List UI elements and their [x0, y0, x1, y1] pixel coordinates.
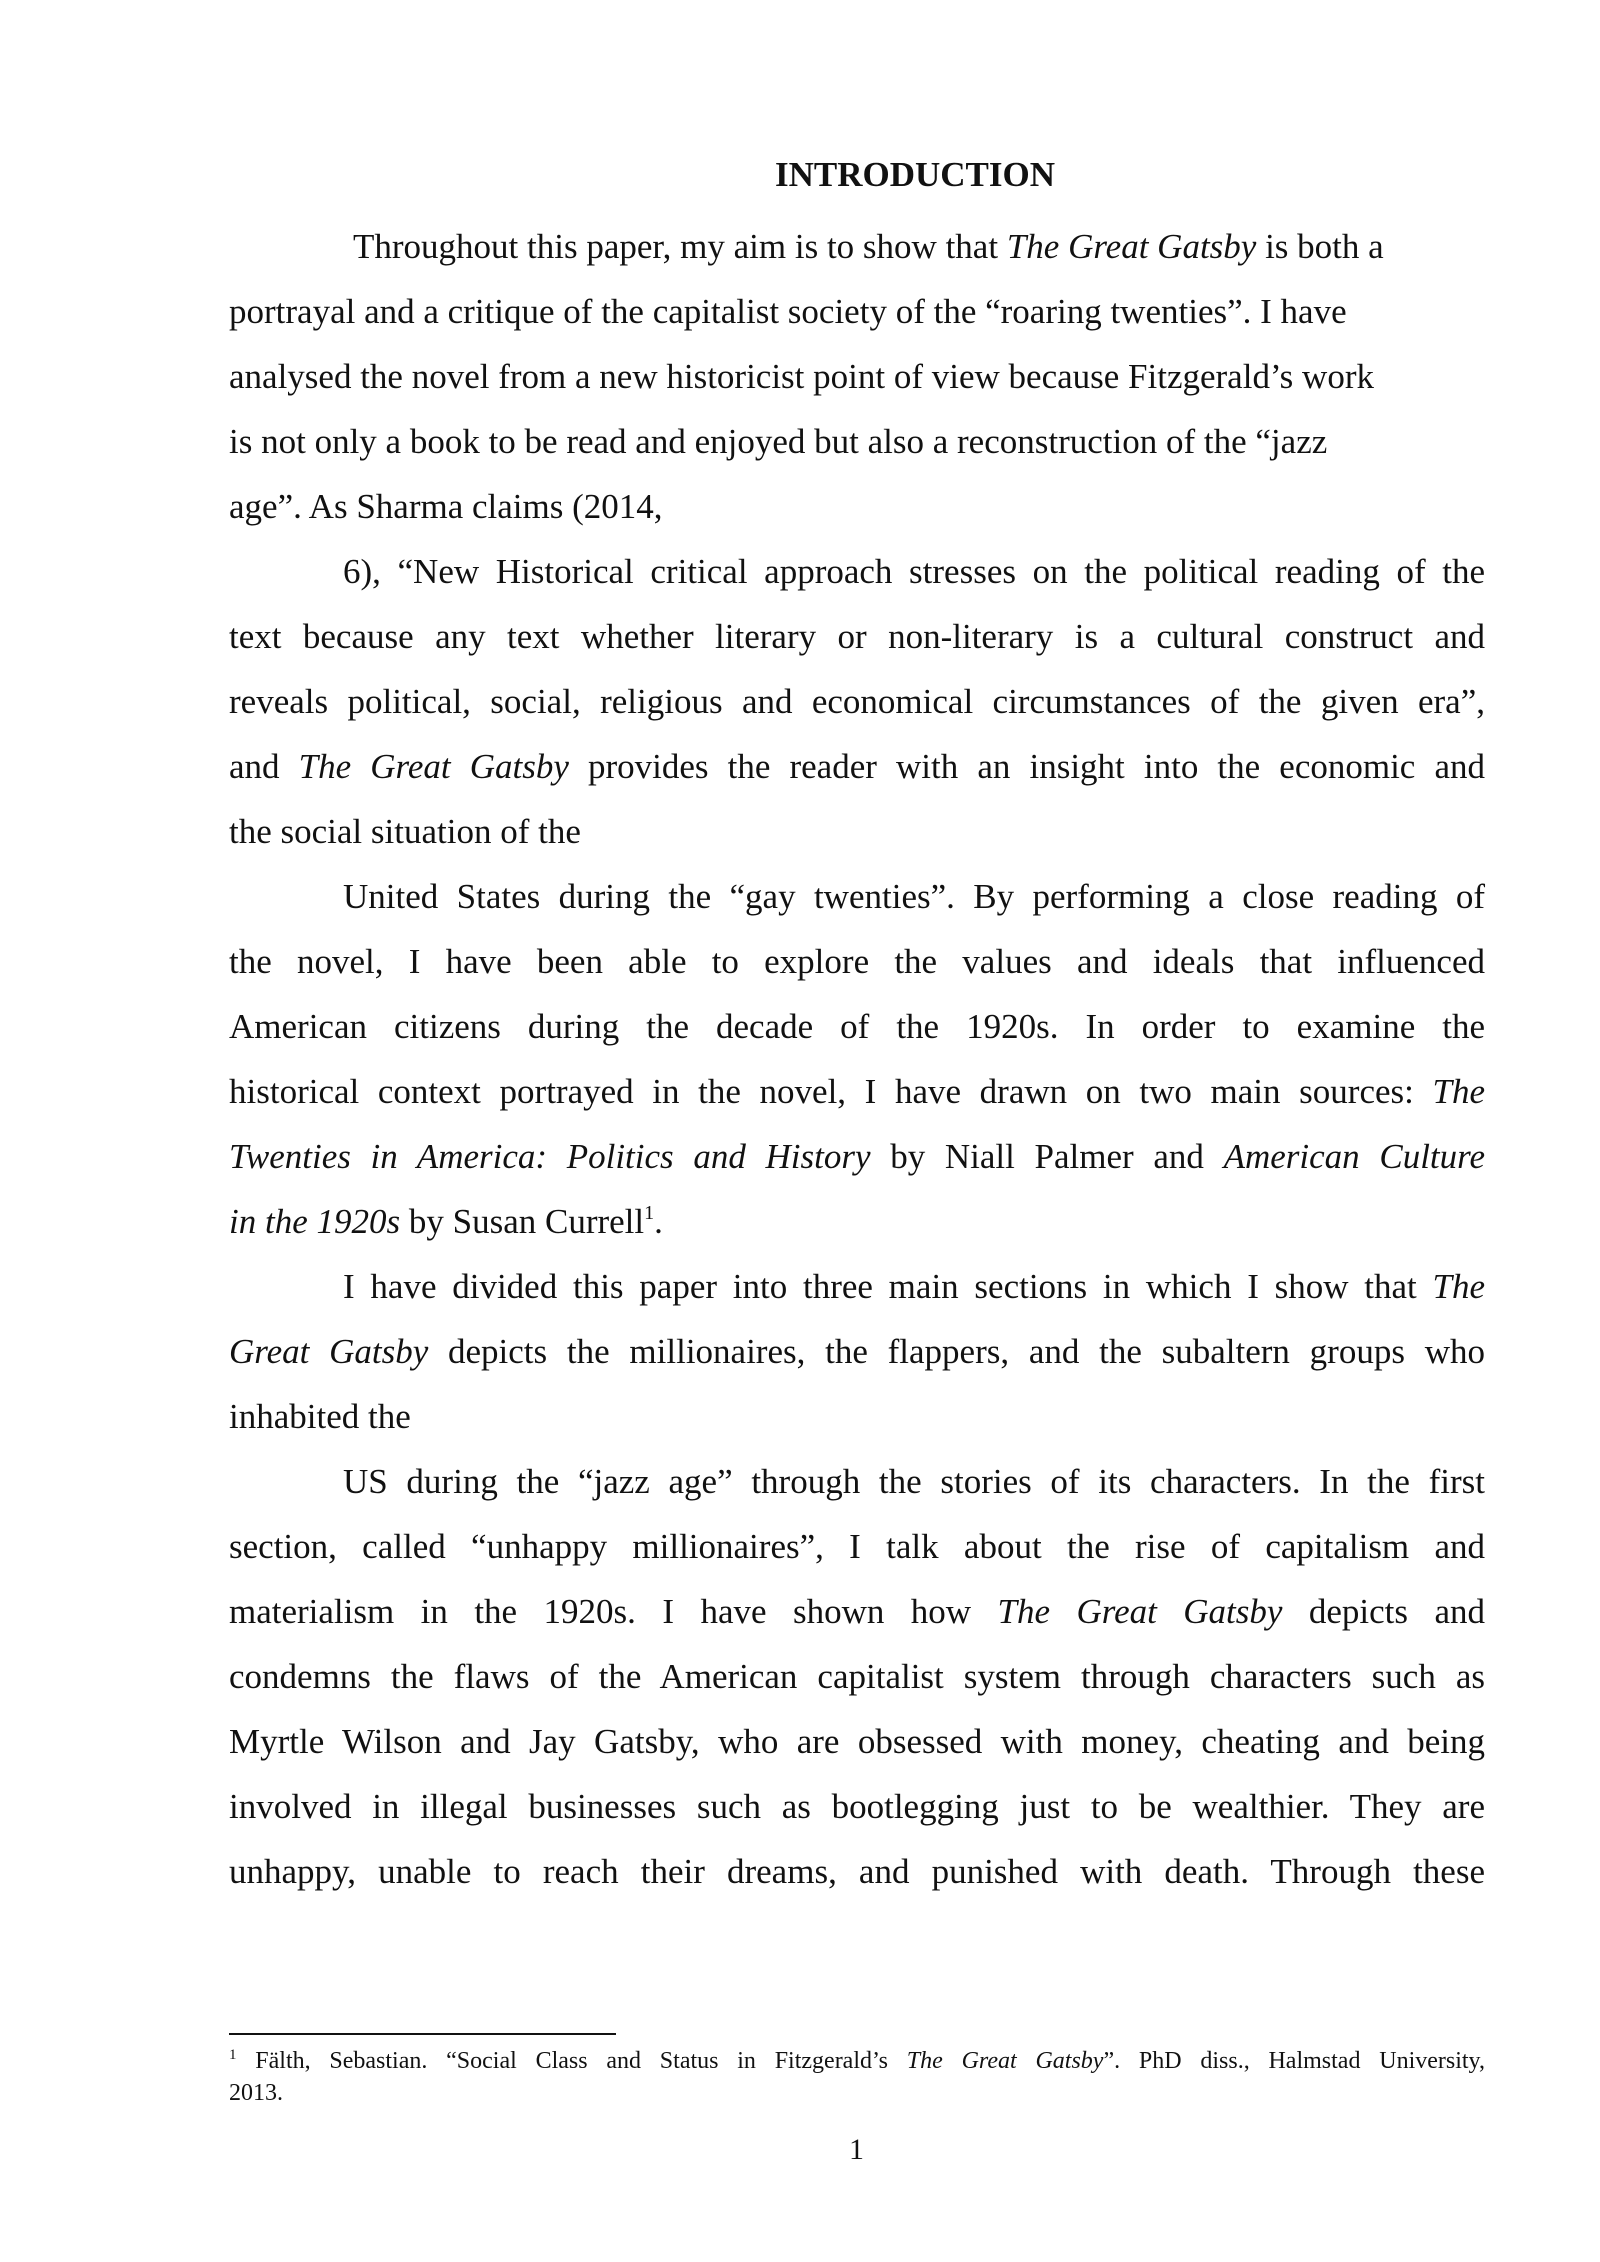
italic-title: in the 1920s [229, 1202, 401, 1241]
text-line: portrayal and a critique of the capitalist society of the “roaring twenties”. I have [229, 292, 1347, 331]
italic-title: The [1432, 1267, 1485, 1306]
italic-title: Twenties in America: Politics and History [229, 1137, 871, 1176]
text-line: unhappy, unable to reach their dreams, and punished with death. Through these [229, 1852, 1485, 1891]
text-span: Fälth, Sebastian. “Social Class and Status in Fitzgerald’s [236, 2048, 907, 2074]
text-line [229, 1254, 1485, 1319]
text-line [229, 734, 1485, 799]
text-span: materialism in the 1920s. I have shown how [229, 1592, 998, 1631]
text-line: the novel, I have been able to explore the values and ideals that influenced [229, 942, 1485, 981]
text-line: is not only a book to be read and enjoyed but also a reconstruction of the “jazz [229, 422, 1328, 461]
text-span: by Susan Currell [400, 1202, 645, 1241]
text-span: depicts the millionaires, the flappers, and the subaltern groups who [428, 1332, 1485, 1371]
page-number: 1 [849, 2133, 864, 2166]
text-span: and [229, 747, 299, 786]
footnote [229, 2045, 1485, 2109]
italic-title: American Culture [1223, 1137, 1485, 1176]
text-line [229, 1319, 1485, 1384]
italic-title: The [1432, 1072, 1485, 1111]
text-span: ”. PhD diss., Halmstad University, [1103, 2048, 1485, 2074]
text-line [229, 214, 1485, 279]
section-heading: INTRODUCTION [774, 155, 1056, 194]
text-line: section, called “unhappy millionaires”, I talk about the rise of capitalism and [229, 1527, 1485, 1566]
text-line: age”. As Sharma claims (2014, [229, 487, 663, 526]
text-line [229, 1189, 1485, 1254]
text-line: reveals political, social, religious and economical circumstances of the given era”, [229, 682, 1485, 721]
body-text [229, 214, 1485, 1904]
footnote-ref[interactable]: 1 [644, 1202, 655, 1224]
footnote-line: 2013. [229, 2080, 283, 2106]
text-span: is both a [1256, 227, 1384, 266]
text-line [229, 1124, 1485, 1189]
text-line: Myrtle Wilson and Jay Gatsby, who are obsessed with money, cheating and being [229, 1722, 1485, 1761]
text-span: depicts and [1282, 1592, 1485, 1631]
text-line: 6), “New Historical critical approach stresses on the political reading of the [343, 552, 1485, 591]
italic-title: The Great Gatsby [298, 747, 569, 786]
italic-title: The Great Gatsby [997, 1592, 1283, 1631]
text-line: US during the “jazz age” through the stories of its characters. In the first [343, 1462, 1485, 1501]
text-line [229, 1059, 1485, 1124]
text-span: I have divided this paper into three main sections in which I show that [343, 1267, 1433, 1306]
text-line: text because any text whether literary or non-literary is a cultural construct and [229, 617, 1485, 656]
text-span: Throughout this paper, my aim is to show that [353, 227, 1007, 266]
text-line [229, 1579, 1485, 1644]
text-line: inhabited the [229, 1397, 411, 1436]
text-line: United States during the “gay twenties”. By performing a close reading of [343, 877, 1485, 916]
text-span: provides the reader with an insight into the economic and [568, 747, 1485, 786]
text-line: condemns the flaws of the American capitalist system through characters such as [229, 1657, 1485, 1696]
text-line: involved in illegal businesses such as bootlegging just to be wealthier. They are [229, 1787, 1485, 1826]
italic-title: The Great Gatsby [906, 2048, 1104, 2074]
text-span: historical context portrayed in the novel, I have drawn on two main sources: [229, 1072, 1433, 1111]
text-line: the social situation of the [229, 812, 581, 851]
text-span: by Niall Palmer and [870, 1137, 1224, 1176]
footnote-line [229, 2045, 1485, 2077]
footnote-marker: 1 [229, 2047, 237, 2063]
text-span: . [654, 1202, 663, 1241]
italic-title: The Great Gatsby [1006, 227, 1257, 266]
italic-title: Great Gatsby [229, 1332, 429, 1371]
text-line: American citizens during the decade of the 1920s. In order to examine the [229, 1007, 1485, 1046]
footnote-separator [229, 2033, 616, 2035]
text-line: analysed the novel from a new historicist point of view because Fitzgerald’s work [229, 357, 1374, 396]
